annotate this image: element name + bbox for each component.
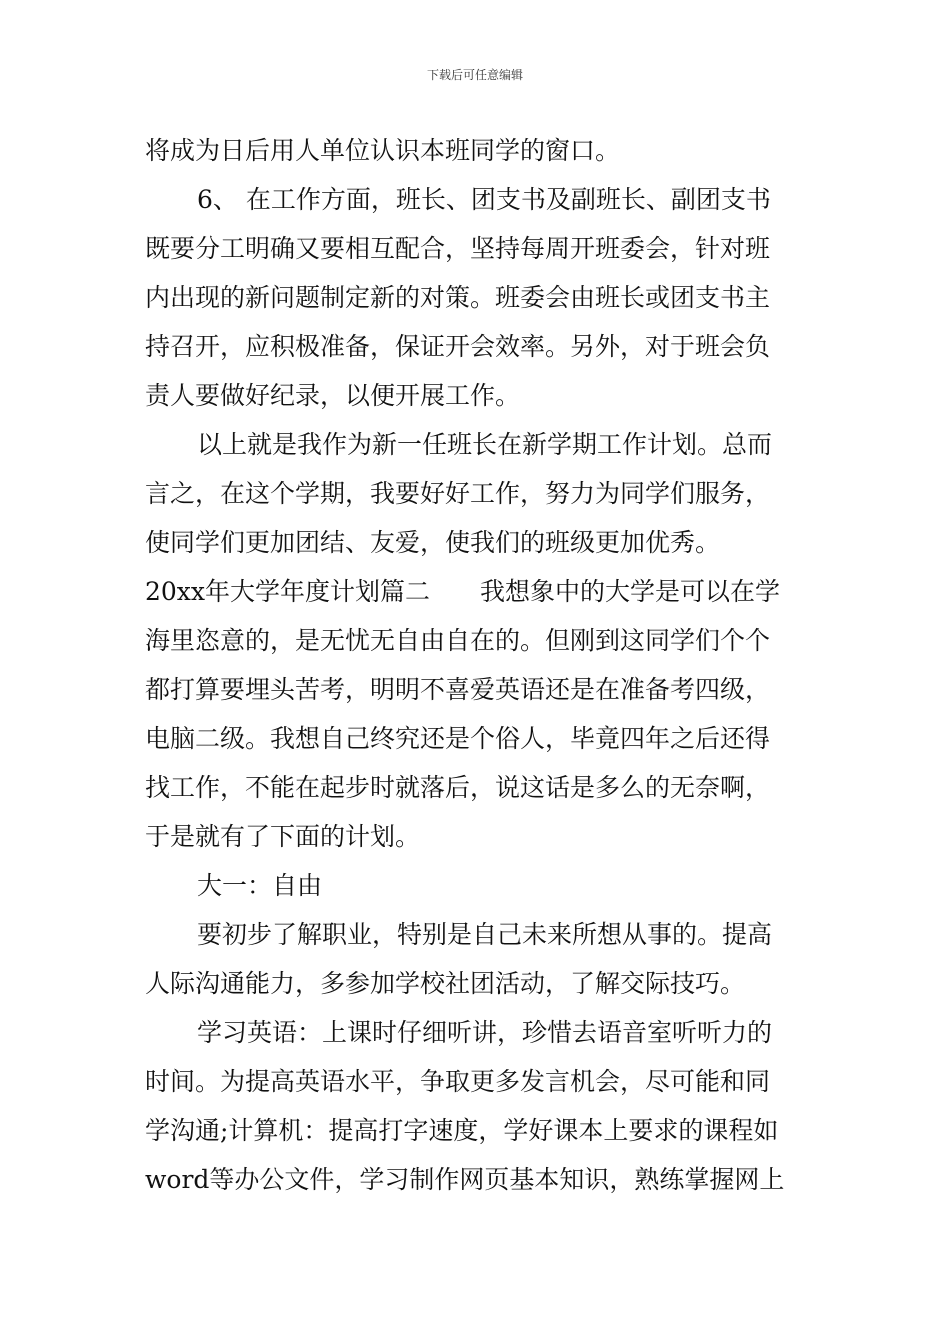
text-line: 6、 在工作方面，班长、团支书及副班长、副团支书	[197, 185, 771, 214]
document-body	[145, 126, 815, 1204]
text-line: 都打算要埋头苦考，明明不喜爱英语还是在准备考四级，	[145, 675, 771, 704]
text-line: word等办公文件，学习制作网页基本知识，熟练掌握网上	[145, 1165, 785, 1194]
text-line: 于是就有了下面的计划。	[145, 822, 421, 851]
text-line: 找工作，不能在起步时就落后，说这话是多么的无奈啊，	[145, 773, 771, 802]
text-line: 学习英语：上课时仔细听讲，珍惜去语音室听听力的	[197, 1018, 773, 1047]
text-line: 将成为日后用人单位认识本班同学的窗口。	[145, 136, 621, 165]
header-note: 下载后可任意编辑	[426, 68, 523, 82]
text-line: 持召开，应积极准备，保证开会效率。另外，对于班会负	[145, 332, 771, 361]
text-line: 电脑二级。我想自己终究还是个俗人，毕竟四年之后还得	[145, 724, 771, 753]
text-line: 时间。为提高英语水平，争取更多发言机会，尽可能和同	[145, 1067, 771, 1096]
text-line: 20xx年大学年度计划篇二 我想象中的大学是可以在学	[145, 577, 781, 606]
text-line: 海里恣意的，是无忧无自由自在的。但刚到这同学们个个	[145, 626, 771, 655]
section-heading: 大一：自由	[197, 871, 323, 900]
text-line: 使同学们更加团结、友爱，使我们的班级更加优秀。	[145, 528, 721, 557]
text-line: 责人要做好纪录，以便开展工作。	[145, 381, 521, 410]
text-line: 内出现的新问题制定新的对策。班委会由班长或团支书主	[145, 283, 771, 312]
text-line: 学沟通;计算机：提高打字速度，学好课本上要求的课程如	[145, 1116, 779, 1145]
text-line: 既要分工明确又要相互配合，坚持每周开班委会，针对班	[145, 234, 771, 263]
text-line: 以上就是我作为新一任班长在新学期工作计划。总而	[197, 430, 773, 459]
text-line: 人际沟通能力，多参加学校社团活动，了解交际技巧。	[145, 969, 746, 998]
text-line: 言之，在这个学期，我要好好工作，努力为同学们服务，	[145, 479, 771, 508]
text-line: 要初步了解职业，特别是自己未来所想从事的。提高	[197, 920, 773, 949]
